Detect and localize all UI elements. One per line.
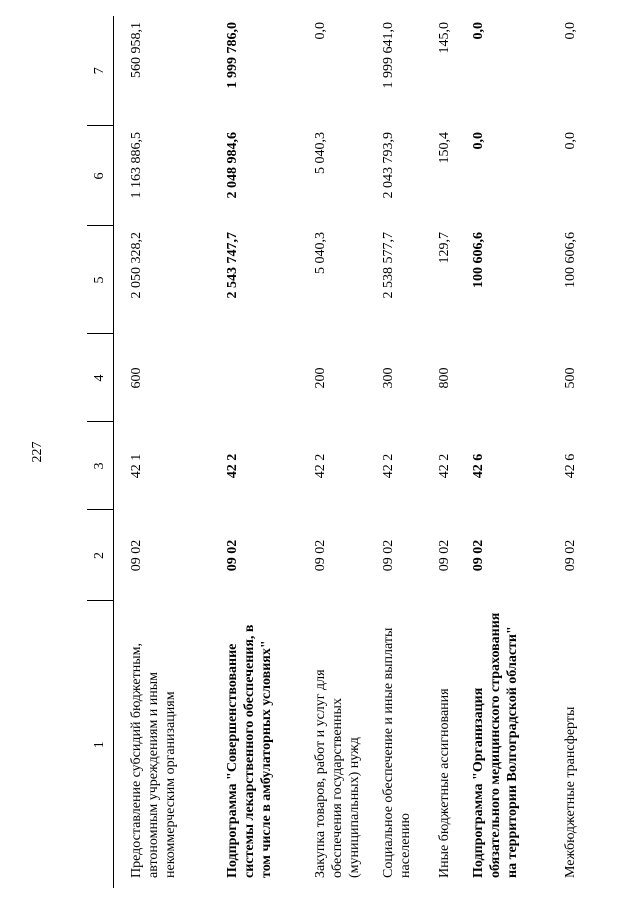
budget-table [87, 16, 588, 888]
page-number: 227 [30, 441, 45, 463]
table-body [114, 16, 588, 888]
row-section-code: 09 02 [562, 539, 578, 572]
row-expense-type [210, 334, 298, 422]
row-expense-type: 200 [312, 367, 328, 389]
row-name: Подпрограмма "Совершенствование системы лекарственного обеспечения, в том числе в амбулаторных условиях" [224, 624, 274, 878]
row-value-col6: 2 048 984,6 [224, 132, 240, 199]
row-value-col6: 1 163 886,5 [129, 132, 144, 199]
row-expense-type: 800 [436, 367, 452, 389]
row-value-col6: 0,0 [470, 132, 486, 150]
table-row [456, 16, 548, 888]
row-expense-type: 600 [129, 367, 144, 389]
table-row [210, 16, 298, 888]
row-program-code: 42 2 [224, 453, 240, 479]
column-header-6: 6 [87, 126, 114, 226]
row-value-col7: 0,0 [470, 22, 486, 40]
row-program-code: 42 2 [380, 453, 396, 479]
row-value-col5: 100 606,6 [470, 232, 486, 288]
row-value-col5: 2 538 577,7 [380, 232, 396, 299]
row-program-code: 42 2 [436, 453, 452, 479]
table-row [366, 16, 422, 888]
row-value-col5: 100 606,6 [562, 232, 578, 288]
row-section-code: 09 02 [129, 539, 144, 572]
row-program-code: 42 2 [312, 453, 328, 479]
row-program-code: 42 1 [129, 453, 144, 479]
row-value-col6: 150,4 [436, 132, 452, 164]
row-value-col6: 2 043 793,9 [380, 132, 396, 199]
header-row [87, 16, 114, 888]
budget-table-area [87, 16, 605, 888]
row-expense-type: 500 [562, 367, 578, 389]
column-header-3: 3 [87, 422, 114, 510]
row-section-code: 09 02 [436, 539, 452, 572]
row-name: Предоставление субсидий бюджетным, автономным учреждениям и иным некоммерческим организациям [129, 642, 178, 878]
row-name: Иные бюджетные ассигнования [436, 688, 452, 878]
row-value-col6: 5 040,3 [312, 132, 328, 174]
row-value-col7: 1 999 786,0 [224, 22, 240, 89]
table-row [298, 16, 366, 888]
row-program-code: 42 6 [562, 453, 578, 479]
row-program-code: 42 6 [470, 453, 486, 479]
column-header-2: 2 [87, 510, 114, 601]
row-value-col7: 0,0 [562, 22, 578, 40]
row-section-code: 09 02 [224, 539, 240, 572]
row-value-col7: 145,0 [436, 22, 452, 54]
row-value-col5: 129,7 [436, 232, 452, 264]
row-name: Закупка товаров, работ и услуг для обеспечения государственных (муниципальных) нужд [312, 669, 362, 878]
row-name: Социальное обеспечение и иные выплаты населению [380, 627, 413, 878]
column-header-7: 7 [87, 16, 114, 126]
table-row [422, 16, 456, 888]
row-name: Подпрограмма "Организация обязательного медицинского страхования на территории Волгоградской области" [470, 612, 520, 878]
column-header-1: 1 [87, 601, 114, 888]
row-section-code: 09 02 [470, 539, 486, 572]
row-section-code: 09 02 [380, 539, 396, 572]
budget-table-rotated [87, 16, 605, 888]
row-value-col7: 560 958,1 [129, 22, 144, 78]
row-section-code: 09 02 [312, 539, 328, 572]
row-expense-type [456, 334, 548, 422]
row-value-col5: 5 040,3 [312, 232, 328, 274]
row-value-col7: 0,0 [312, 22, 328, 40]
row-name: Межбюджетные трансферты [562, 706, 578, 878]
column-header-5: 5 [87, 226, 114, 334]
table-row [548, 16, 588, 888]
row-value-col6: 0,0 [562, 132, 578, 150]
row-expense-type: 300 [380, 367, 396, 389]
row-value-col5: 2 050 328,2 [129, 232, 144, 299]
row-value-col5: 2 543 747,7 [224, 232, 240, 299]
row-value-col7: 1 999 641,0 [380, 22, 396, 89]
column-header-4: 4 [87, 334, 114, 422]
table-row [114, 16, 210, 888]
